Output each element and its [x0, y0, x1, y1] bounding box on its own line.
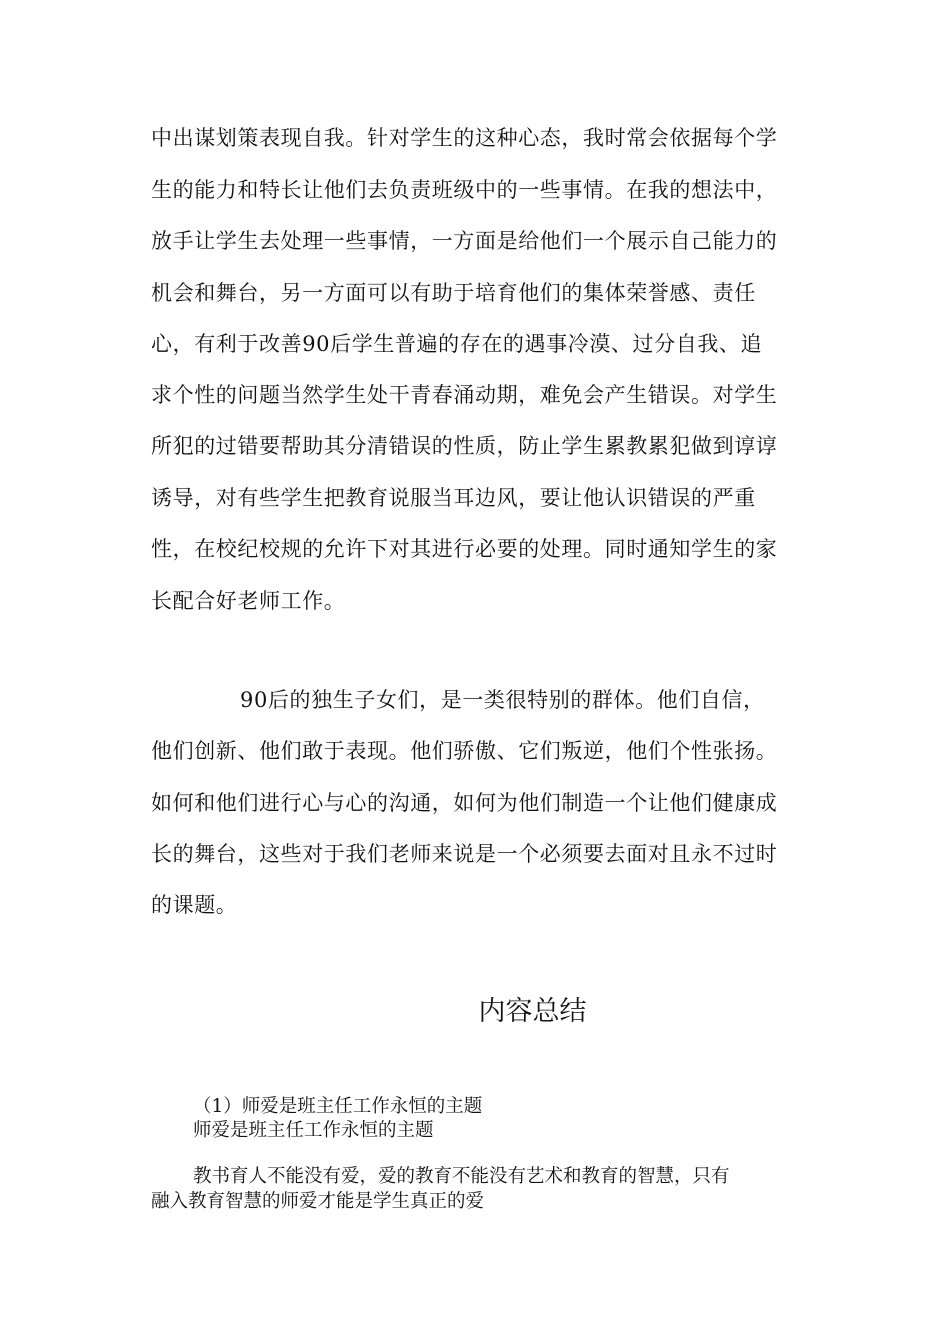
summary-body-line-2: 融入教育智慧的师爱才能是学生真正的爱 [151, 1191, 485, 1212]
paragraph2-line-2: 他们创新、他们敢于表现。他们骄傲、它们叛逆，他们个性张扬。 [151, 739, 778, 763]
summary-item-1-subtitle: 师爱是班主任工作永恒的主题 [193, 1120, 434, 1141]
paragraph2-line-3: 如何和他们进行心与心的沟通，如何为他们制造一个让他们健康成 [151, 791, 778, 815]
paragraph1-line-3: 放手让学生去处理一些事情，一方面是给他们一个展示自己能力的 [151, 229, 778, 253]
paragraph1-line-10: 长配合好老师工作。 [151, 589, 346, 613]
paragraph1-line-5: 心，有利于改善90后学生普遍的存在的遇事冷漠、过分自我、追 [151, 332, 763, 356]
paragraph2-line-4: 长的舞台，这些对于我们老师来说是一个必须要去面对且永不过时 [151, 842, 778, 866]
paragraph1-line-1: 中出谋划策表现自我。针对学生的这种心态，我时常会依据每个学 [151, 126, 778, 150]
paragraph1-line-7: 所犯的过错要帮助其分清错误的性质，防止学生累教累犯做到谆谆 [151, 434, 778, 458]
paragraph1-line-8: 诱导，对有些学生把教育说服当耳边风，要让他认识错误的严重 [151, 486, 756, 510]
paragraph2-line-5: 的课题。 [151, 893, 238, 917]
paragraph1-line-9: 性，在校纪校规的允许下对其进行必要的处理。同时通知学生的家 [151, 537, 778, 561]
summary-body-line-1: 教书育人不能没有爱，爱的教育不能没有艺术和教育的智慧，只有 [193, 1166, 730, 1187]
paragraph1-line-6: 求个性的问题当然学生处干青春涌动期，难免会产生错误。对学生 [151, 383, 778, 407]
paragraph1-line-4: 机会和舞台，另一方面可以有助于培育他们的集体荣誉感、责任 [151, 281, 756, 305]
paragraph2-line-1: 90后的独生子女们，是一类很特别的群体。他们自信， [240, 688, 765, 712]
paragraph1-line-2: 生的能力和特长让他们去负责班级中的一些事情。在我的想法中， [151, 178, 778, 202]
summary-heading: 内容总结 [478, 996, 587, 1027]
summary-item-1: （1）师爱是班主任工作永恒的主题 [193, 1096, 483, 1117]
